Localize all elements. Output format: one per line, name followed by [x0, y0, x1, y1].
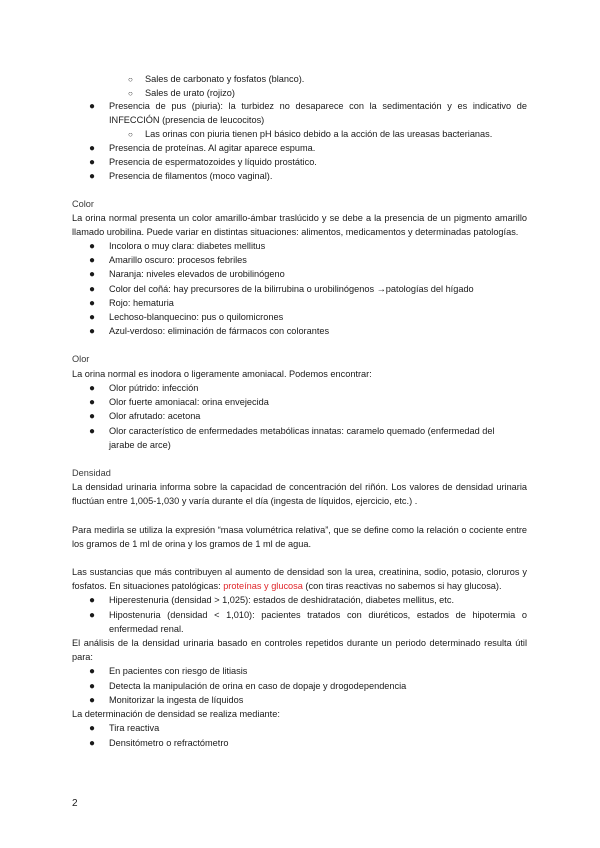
list-item: Incolora o muy clara: diabetes mellitus — [109, 241, 266, 251]
list-item-continuation: enfermedad renal. — [109, 624, 184, 634]
bullet-icon: ● — [89, 241, 96, 252]
list-item: Monitorizar la ingesta de líquidos — [109, 695, 244, 705]
list-item: Presencia de espermatozoides y líquido prostático. — [109, 157, 317, 167]
list-item: Olor pútrido: infección — [109, 383, 199, 393]
circle-bullet-icon: ○ — [128, 75, 133, 84]
paragraph: fluctúan entre 1,005-1,030 y varía durante el día (ingesta de líquidos, ejercicio, etc.) . — [72, 496, 418, 506]
bullet-icon: ● — [89, 101, 96, 112]
bullet-icon: ● — [89, 157, 96, 168]
section-heading-olor: Olor — [72, 354, 90, 364]
paragraph: El análisis de la densidad urinaria basado en controles repetidos durante un periodo determinado resulta útil — [72, 638, 527, 648]
highlighted-text: proteínas y glucosa — [223, 581, 303, 591]
list-item: Presencia de pus (piuria): la turbidez no desaparece con la sedimentación y es indicativo de — [109, 101, 527, 111]
circle-bullet-icon: ○ — [128, 130, 133, 139]
section-heading-color: Color — [72, 199, 94, 209]
bullet-icon: ● — [89, 269, 96, 280]
list-item: Amarillo oscuro: procesos febriles — [109, 255, 247, 265]
list-item: Densitómetro o refractómetro — [109, 738, 229, 748]
paragraph: Las sustancias que más contribuyen al aumento de densidad son la urea, creatinina, sodio, potasio, cloruros y — [72, 567, 527, 577]
paragraph: La determinación de densidad se realiza mediante: — [72, 709, 280, 719]
bullet-icon: ● — [89, 723, 96, 734]
list-item: Presencia de proteínas. Al agitar aparece espuma. — [109, 143, 316, 153]
paragraph: los gramos de 1 ml de orina y los gramos de 1 ml de agua. — [72, 539, 311, 549]
bullet-icon: ● — [89, 326, 96, 337]
bullet-icon: ● — [89, 255, 96, 266]
list-item: Olor característico de enfermedades metabólicas innatas: caramelo quemado (enfermedad del — [109, 426, 495, 436]
bullet-icon: ● — [89, 695, 96, 706]
list-item-continuation: INFECCIÓN (presencia de leucocitos) — [109, 115, 265, 125]
paragraph: Para medirla se utiliza la expresión “masa volumétrica relativa”, que se define como la relación o cociente entre — [72, 525, 527, 535]
list-item: Lechoso-blanquecino: pus o quilomicrones — [109, 312, 284, 322]
bullet-icon: ● — [89, 284, 96, 295]
bullet-icon: ● — [89, 143, 96, 154]
list-item-continuation: jarabe de arce) — [109, 440, 171, 450]
bullet-icon: ● — [89, 666, 96, 677]
bullet-icon: ● — [89, 298, 96, 309]
list-subitem: Sales de urato (rojizo) — [145, 88, 235, 98]
bullet-icon: ● — [89, 171, 96, 182]
bullet-icon: ● — [89, 595, 96, 606]
list-item: Rojo: hematuria — [109, 298, 174, 308]
list-item: Olor afrutado: acetona — [109, 411, 201, 421]
paragraph: La orina normal presenta un color amarillo-ámbar traslúcido y se debe a la presencia de un pigmento amarillo — [72, 213, 527, 223]
bullet-icon: ● — [89, 411, 96, 422]
list-subitem: Las orinas con piuria tienen pH básico debido a la acción de las ureasas bacterianas. — [145, 129, 493, 139]
list-item: Detecta la manipulación de orina en caso de dopaje y drogodependencia — [109, 681, 407, 691]
bullet-icon: ● — [89, 397, 96, 408]
list-item: En pacientes con riesgo de litiasis — [109, 666, 248, 676]
list-item: Color del coñá: hay precursores de la bilirrubina o urobilinógenos →patologías del hígado — [109, 284, 474, 294]
list-item: Olor fuerte amoniacal: orina envejecida — [109, 397, 269, 407]
bullet-icon: ● — [89, 681, 96, 692]
paragraph: para: — [72, 652, 93, 662]
section-heading-densidad: Densidad — [72, 468, 111, 478]
list-item: Hipostenuria (densidad < 1,010): pacientes tratados con diuréticos, estados de hipotermia o — [109, 610, 527, 620]
bullet-icon: ● — [89, 312, 96, 323]
bullet-icon: ● — [89, 383, 96, 394]
paragraph — [72, 580, 502, 594]
page-number: 2 — [72, 798, 78, 809]
paragraph: La orina normal es inodora o ligeramente amoniacal. Podemos encontrar: — [72, 369, 372, 379]
list-item: Presencia de filamentos (moco vaginal). — [109, 171, 273, 181]
paragraph: La densidad urinaria informa sobre la capacidad de concentración del riñón. Los valores de densidad urinaria — [72, 482, 527, 492]
text-segment: (con tiras reactivas no sabemos si hay glucosa). — [302, 581, 502, 591]
text-segment: fosfatos. En situaciones patológicas: — [72, 581, 224, 591]
circle-bullet-icon: ○ — [128, 89, 133, 98]
list-subitem: Sales de carbonato y fosfatos (blanco). — [145, 74, 305, 84]
list-item: Naranja: niveles elevados de urobilinógeno — [109, 269, 285, 279]
bullet-icon: ● — [89, 426, 96, 437]
list-item: Azul-verdoso: eliminación de fármacos con colorantes — [109, 326, 330, 336]
paragraph: llamado urobilina. Puede variar en distintas situaciones: alimentos, medicamentos y determinadas patologías. — [72, 227, 519, 237]
list-item: Tira reactiva — [109, 723, 160, 733]
bullet-icon: ● — [89, 738, 96, 749]
list-item: Hiperestenuria (densidad > 1,025): estados de deshidratación, diabetes mellitus, etc. — [109, 595, 454, 605]
bullet-icon: ● — [89, 610, 96, 621]
